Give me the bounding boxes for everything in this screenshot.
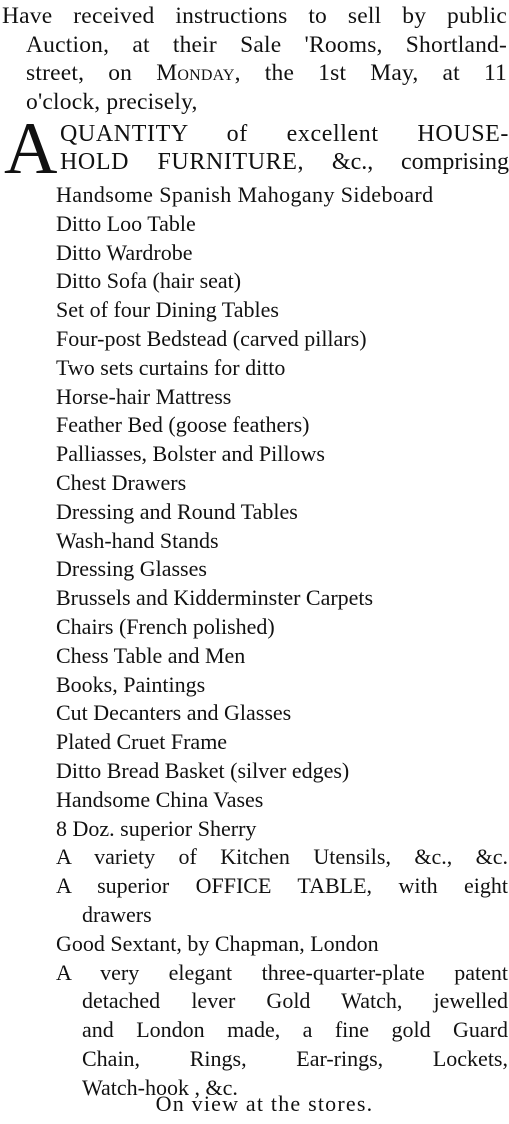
list-item: Dressing Glasses <box>56 556 207 582</box>
list-item: A variety of Kitchen Utensils, &c., &c. <box>56 844 508 870</box>
list-item: Ditto Wardrobe <box>56 239 193 265</box>
headline-line <box>60 148 509 176</box>
list-item: Brussels and Kidderminster Carpets <box>56 585 374 611</box>
list-item: Handsome China Vases <box>56 786 264 812</box>
list-item-continued: detached lever Gold Watch, jewelled <box>82 988 508 1014</box>
intro-line: Auction, at their Sale 'Rooms, Shortland- <box>26 31 507 58</box>
list-item: Good Sextant, by Chapman, London <box>56 930 379 956</box>
headline-line: QUANTITY of excellent HOUSE- <box>60 121 509 147</box>
list-item: Books, Paintings <box>56 671 206 697</box>
headline-caps: HOLD FURNITURE, <box>60 149 305 175</box>
list-item: Chest Drawers <box>56 469 187 495</box>
list-item: Two sets curtains for ditto <box>56 354 286 380</box>
list-item: Feather Bed (goose feathers) <box>56 412 310 438</box>
intro-text: street, on <box>26 60 157 86</box>
footer-note: On view at the stores. <box>155 1091 374 1116</box>
intro-line <box>2 59 507 88</box>
list-item: Handsome Spanish Mahogany Sideboard <box>56 182 434 207</box>
list-item: Dressing and Round Tables <box>56 498 298 524</box>
list-item: A very elegant three-quarter-plate patent <box>56 959 508 985</box>
list-item: 8 Doz. superior Sherry <box>56 815 257 841</box>
intro-line: o'clock, precisely, <box>26 88 198 115</box>
sale-day: Monday <box>156 60 235 86</box>
list-item: Chairs (French polished) <box>56 613 275 639</box>
list-item-continued: and London made, a fine gold Guard <box>82 1017 508 1043</box>
list-item: A superior OFFICE TABLE, with eight <box>56 873 508 899</box>
list-item-continued: Chain, Rings, Ear-rings, Lockets, <box>82 1045 508 1071</box>
intro-text: , the 1st May, at 11 <box>234 60 507 86</box>
list-item: Cut Decanters and Glasses <box>56 700 292 726</box>
list-item: Wash-hand Stands <box>56 527 219 553</box>
list-item: Palliasses, Bolster and Pillows <box>56 441 325 467</box>
drop-cap: A <box>4 108 58 190</box>
list-item-continued: drawers <box>82 901 152 927</box>
list-item: Four-post Bedstead (carved pillars) <box>56 325 367 351</box>
items-list <box>56 181 508 1103</box>
list-item: Ditto Loo Table <box>56 210 196 236</box>
intro-paragraph <box>2 2 507 116</box>
list-item: Set of four Dining Tables <box>56 297 279 323</box>
list-item: Horse-hair Mattress <box>56 383 232 409</box>
list-item: Plated Cruet Frame <box>56 729 228 755</box>
list-item: Ditto Sofa (hair seat) <box>56 268 242 294</box>
list-item: Ditto Bread Basket (silver edges) <box>56 757 350 783</box>
headline-text: &c., comprising <box>304 149 509 175</box>
intro-line: Have received instructions to sell by public <box>2 3 507 29</box>
list-item: Chess Table and Men <box>56 642 246 668</box>
list-item-continued: Watch-hook , &c. <box>82 1074 238 1100</box>
headline <box>4 108 509 190</box>
